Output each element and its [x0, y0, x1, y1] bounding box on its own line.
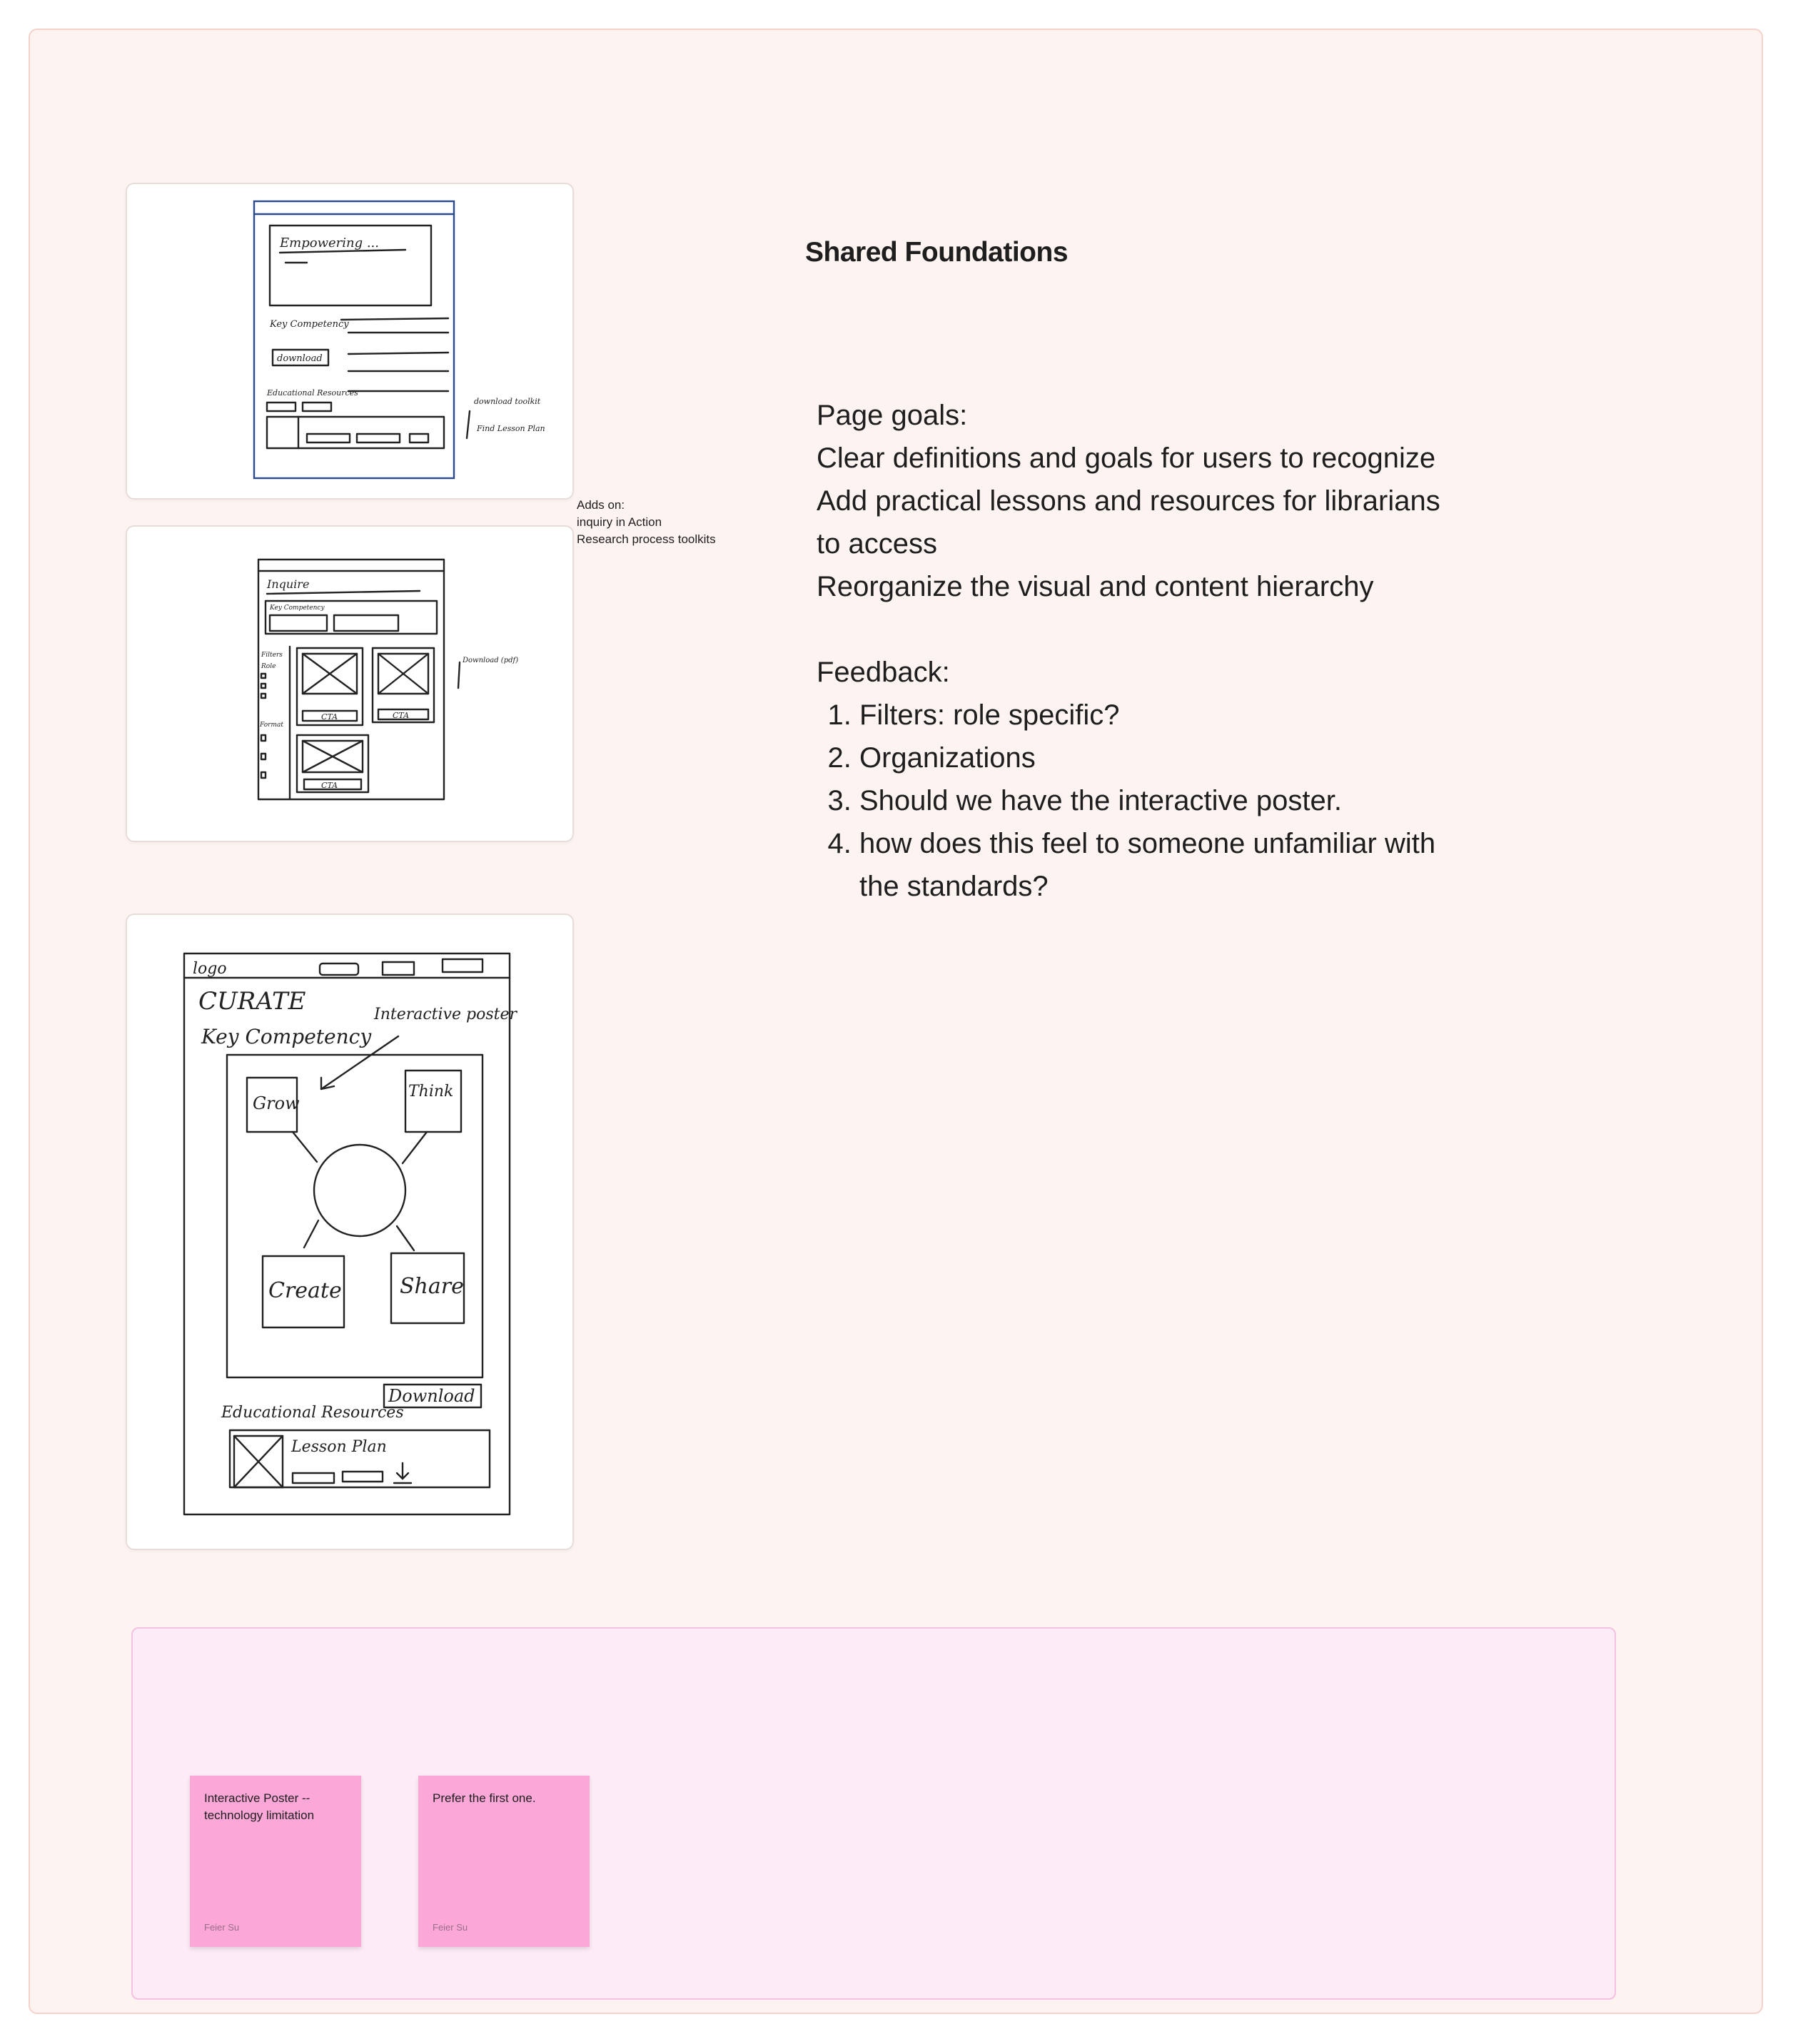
sketch-3-grow-box: Grow: [253, 1093, 300, 1113]
sketch-1-download-label: download: [277, 353, 323, 364]
sketch-1-resources-label: Educational Resources: [267, 388, 358, 398]
sketch-1-toolkit-note: download toolkit: [474, 397, 541, 406]
sketch-2-cta: CTA: [321, 712, 338, 722]
goal-item: Reorganize the visual and content hierarchy: [817, 571, 1374, 602]
sketch-2-cta: CTA: [393, 711, 410, 720]
feedback-item: 3. Should we have the interactive poster.: [859, 779, 1445, 822]
annotation-line: Research process toolkits: [577, 532, 716, 546]
sketch-3-download-label: Download: [388, 1386, 475, 1406]
sketch-3-poster-label: Interactive poster: [374, 1006, 517, 1023]
sticky-note-text: Interactive Poster -- technology limitation: [204, 1791, 315, 1822]
sticky-note-text: Prefer the first one.: [433, 1791, 536, 1805]
sketch-2-download-note: Download (pdf): [463, 657, 519, 664]
feedback-heading: Feedback:: [817, 657, 950, 688]
sketch-1-drawing: [127, 184, 574, 500]
goals-heading: Page goals:: [817, 400, 968, 431]
sketch-1-lesson-note: Find Lesson Plan: [477, 424, 545, 433]
sticky-note[interactable]: [418, 1776, 590, 1947]
notes-text-block[interactable]: [817, 394, 1445, 908]
sketch-3-drawing: [127, 915, 574, 1550]
feedback-sticky-area[interactable]: [131, 1627, 1616, 2000]
sticky-note-author: Feier Su: [204, 1922, 240, 1933]
sketch-2-cta: CTA: [321, 781, 338, 790]
goal-item: Add practical lessons and resources for librarians to access: [817, 485, 1440, 560]
sketch-1-key-label: Key Competency: [270, 319, 349, 330]
sketch-2-filters-label: Filters: [261, 652, 283, 659]
sketch-3-lesson-label: Lesson Plan: [291, 1438, 387, 1456]
sketch-3-resources-label: Educational Resources: [221, 1404, 404, 1422]
sketch-2-format-label: Format: [260, 722, 283, 729]
sketch-3-share-box: Share: [400, 1274, 464, 1299]
annotation-line: Adds on:: [577, 498, 625, 512]
sketch-3-create-box: Create: [268, 1278, 342, 1303]
sketch-2-role-label: Role: [261, 663, 276, 670]
sketch-image-3[interactable]: [126, 914, 574, 1550]
sketch-image-2[interactable]: [126, 525, 574, 842]
sticky-note-author: Feier Su: [433, 1922, 468, 1933]
sketch-1-heading: Empowering ...: [280, 236, 379, 251]
spacer: [817, 608, 1445, 651]
feedback-item: 4. how does this feel to someone unfamiliar with the standards?: [859, 822, 1445, 908]
sketch-2-heading: Inquire: [267, 577, 310, 591]
sketch-image-1[interactable]: [126, 183, 574, 500]
sketch-2-key-label: Key Competency: [270, 604, 325, 612]
annotation-line: inquiry in Action: [577, 515, 662, 529]
adds-on-annotation: [577, 497, 716, 548]
goal-item: Clear definitions and goals for users to recognize: [817, 442, 1436, 474]
sketch-3-heading: CURATE: [198, 987, 306, 1016]
feedback-list: [817, 694, 1445, 908]
feedback-item: 1. Filters: role specific?: [859, 694, 1445, 737]
sketch-3-think-box: Think: [408, 1083, 454, 1101]
sketch-3-key-label: Key Competency: [201, 1025, 372, 1048]
section-title[interactable]: Shared Foundations: [805, 237, 1069, 268]
feedback-item: 2. Organizations: [859, 737, 1445, 779]
sticky-note[interactable]: [190, 1776, 361, 1947]
sketch-2-drawing: [127, 527, 574, 842]
sketch-3-logo: logo: [193, 960, 227, 978]
